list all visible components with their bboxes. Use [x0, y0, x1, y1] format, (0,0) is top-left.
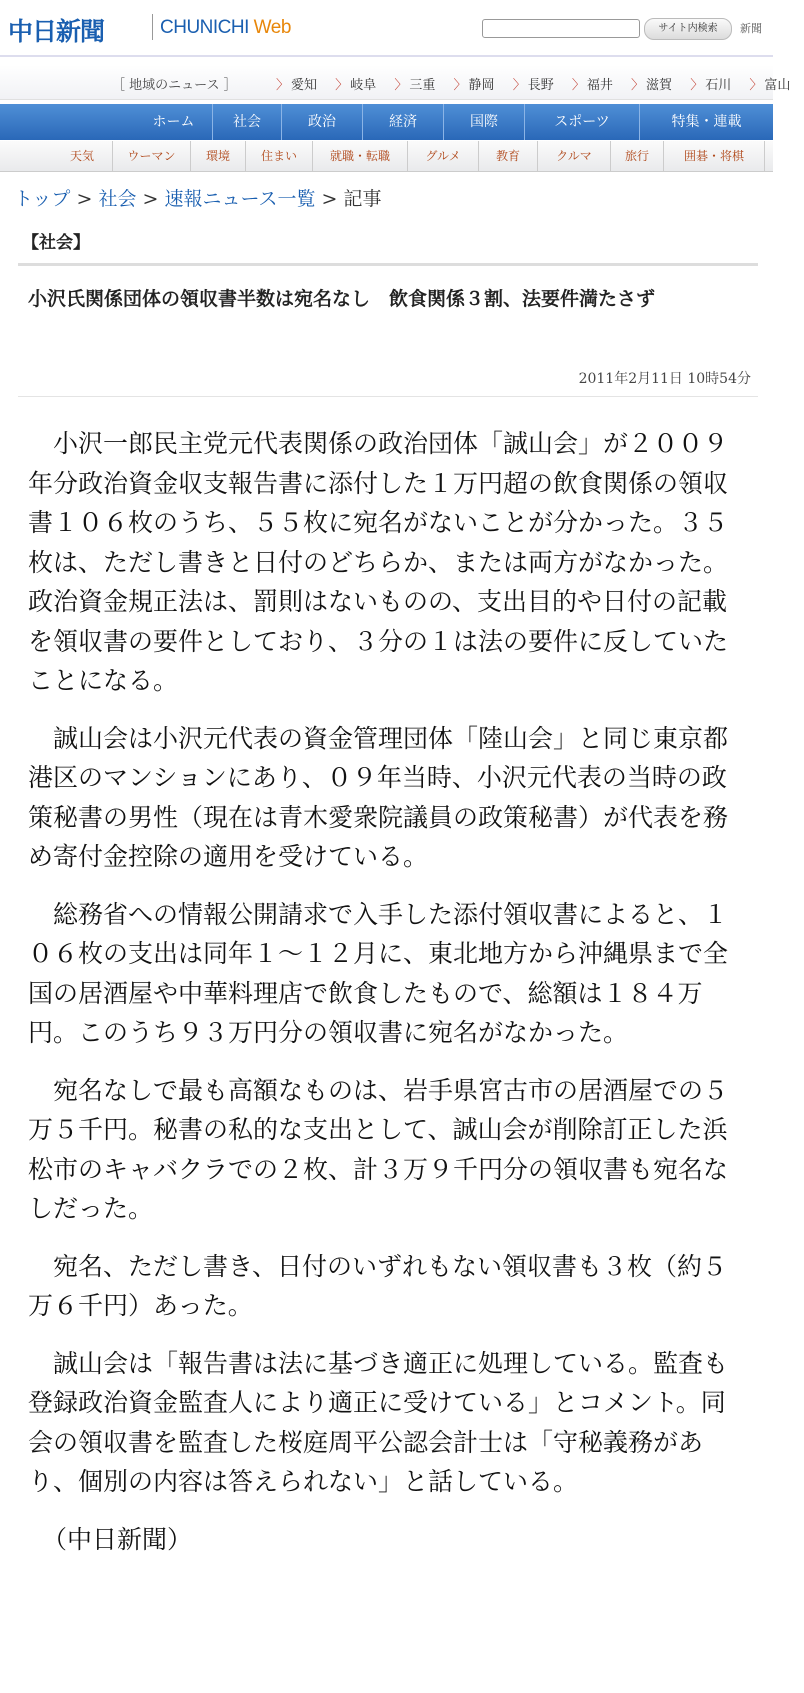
site-search-button[interactable]: サイト内検索 [644, 18, 732, 40]
nav-sports[interactable]: スポーツ [525, 104, 640, 140]
headline-divider [18, 396, 758, 397]
subnav-woman[interactable]: ウーマン [113, 141, 191, 171]
region-link-gifu[interactable]: 岐阜 [350, 78, 377, 93]
breadcrumb-sep: > [136, 188, 165, 210]
chevron-right-icon: 〉 [631, 78, 645, 93]
article-headline: 小沢氏関係団体の領収書半数は宛名なし 飲食関係３割、法要件満たさず [28, 288, 656, 310]
chunichi-web-logo[interactable]: CHUNICHI Web [160, 17, 291, 38]
region-link-mie[interactable]: 三重 [409, 78, 436, 93]
chevron-right-icon: 〉 [690, 78, 704, 93]
subnav-environment[interactable]: 環境 [191, 141, 246, 171]
region-link-shizuoka[interactable]: 静岡 [468, 78, 495, 93]
region-link-fukui[interactable]: 福井 [586, 78, 613, 93]
region-link-toyama[interactable]: 富山 [764, 78, 791, 93]
breadcrumb-society[interactable]: 社会 [98, 188, 137, 210]
sub-nav [0, 141, 773, 172]
section-divider [18, 263, 758, 266]
region-link-ishikawa[interactable]: 石川 [705, 78, 732, 93]
subnav-jobs[interactable]: 就職・転職 [313, 141, 408, 171]
article-paragraph: 総務省への情報公開請求で入手した添付領収書によると、１０６枚の支出は同年１～１２月に、東北地方から沖縄県まで全国の居酒屋や中華料理店で飲食したもので、総額は１８４万円。このうち９３万円分の領収書に宛名がなかった。 [28, 899, 729, 1047]
nav-society[interactable]: 社会 [213, 104, 282, 140]
breadcrumb-top[interactable]: トップ [14, 188, 71, 210]
site-header [0, 0, 773, 58]
breadcrumb-sep: > [70, 188, 99, 210]
subnav-education[interactable]: 教育 [479, 141, 538, 171]
region-link-aichi[interactable]: 愛知 [291, 78, 318, 93]
breadcrumb-sep: > [315, 188, 344, 210]
region-news-bar [0, 65, 791, 100]
article-paragraph: 誠山会は「報告書は法に基づき適正に処理している。監査も登録政治資金監査人により適正に受けている」とコメント。同会の領収書を監査した桜庭周平公認会計士は「守秘義務があり、個別の内容は答えられない」と話している。 [28, 1348, 729, 1496]
nav-features[interactable]: 特集・連載 [671, 114, 742, 130]
header-divider [0, 55, 773, 57]
article-paragraph: 小沢一郎民主党元代表関係の政治団体「誠山会」が２００９年分政治資金収支報告書に添付した１万円超の飲食関係の領収書１０６枚のうち、５５枚に宛名がないことが分かった。３５枚は、ただし書きと日付のどちらか、または両方がなかった。政治資金規正法は、罰則はないものの、支出目的や日付の記載を領収書の要件としており、３分の１は法の要件に反していたことになる。 [28, 429, 729, 695]
subnav-housing[interactable]: 住まい [246, 141, 313, 171]
region-links [276, 74, 804, 93]
logo-web-accent: Web [248, 17, 291, 38]
article-paragraph: 宛名なしで最も高額なものは、岩手県宮古市の居酒屋での５万５千円。秘書の私的な支出として、誠山会が削除訂正した浜松市のキャバクラでの２枚、計３万９千円分の領収書も宛名なしだった。 [28, 1075, 729, 1223]
region-link-shiga[interactable]: 滋賀 [646, 78, 673, 93]
nav-economy[interactable]: 経済 [363, 104, 444, 140]
subnav-gourmet[interactable]: グルメ [408, 141, 479, 171]
main-nav [0, 104, 773, 140]
chevron-right-icon: 〉 [749, 78, 763, 93]
article-timestamp: 2011年2月11日 10時54分 [578, 371, 751, 387]
subnav-weather[interactable]: 天気 [52, 141, 113, 171]
chunichi-logo[interactable]: 中日新聞 [8, 17, 105, 46]
subnav-travel[interactable]: 旅行 [611, 141, 664, 171]
nav-home[interactable]: ホーム [135, 104, 213, 140]
subnav-cars[interactable]: クルマ [538, 141, 611, 171]
nav-politics[interactable]: 政治 [282, 104, 363, 140]
region-link-nagano[interactable]: 長野 [527, 78, 554, 93]
breadcrumb [14, 184, 382, 211]
chevron-right-icon: 〉 [453, 78, 467, 93]
article-paragraph: 宛名、ただし書き、日付のいずれもない領収書も３枚（約５万６千円）あった。 [28, 1251, 728, 1320]
site-search-input[interactable] [482, 19, 640, 38]
newspaper-link[interactable]: 新聞 [740, 22, 762, 35]
section-label: 【社会】 [22, 233, 90, 253]
breadcrumb-news-list[interactable]: 速報ニュース一覧 [164, 188, 316, 210]
article-credit: （中日新聞） [42, 1524, 193, 1554]
subnav-go-shogi[interactable]: 囲碁・将棋 [664, 141, 765, 171]
article-paragraph: 誠山会は小沢元代表の資金管理団体「陸山会」と同じ東京都港区のマンションにあり、０９年当時、小沢元代表の当時の政策秘書の男性（現在は青木愛衆院議員の政策秘書）が代表を務め寄付金控除の適用を受けている。 [28, 723, 729, 871]
chevron-right-icon: 〉 [335, 78, 349, 93]
chevron-right-icon: 〉 [276, 78, 290, 93]
chevron-right-icon: 〉 [512, 78, 526, 93]
chevron-right-icon: 〉 [394, 78, 408, 93]
logo-divider [152, 14, 153, 40]
breadcrumb-current: 記事 [343, 188, 382, 210]
article-body [28, 424, 750, 1577]
region-news-title: ［ 地域のニュース ］ [112, 78, 237, 93]
chevron-right-icon: 〉 [571, 78, 585, 93]
nav-international[interactable]: 国際 [444, 104, 525, 140]
